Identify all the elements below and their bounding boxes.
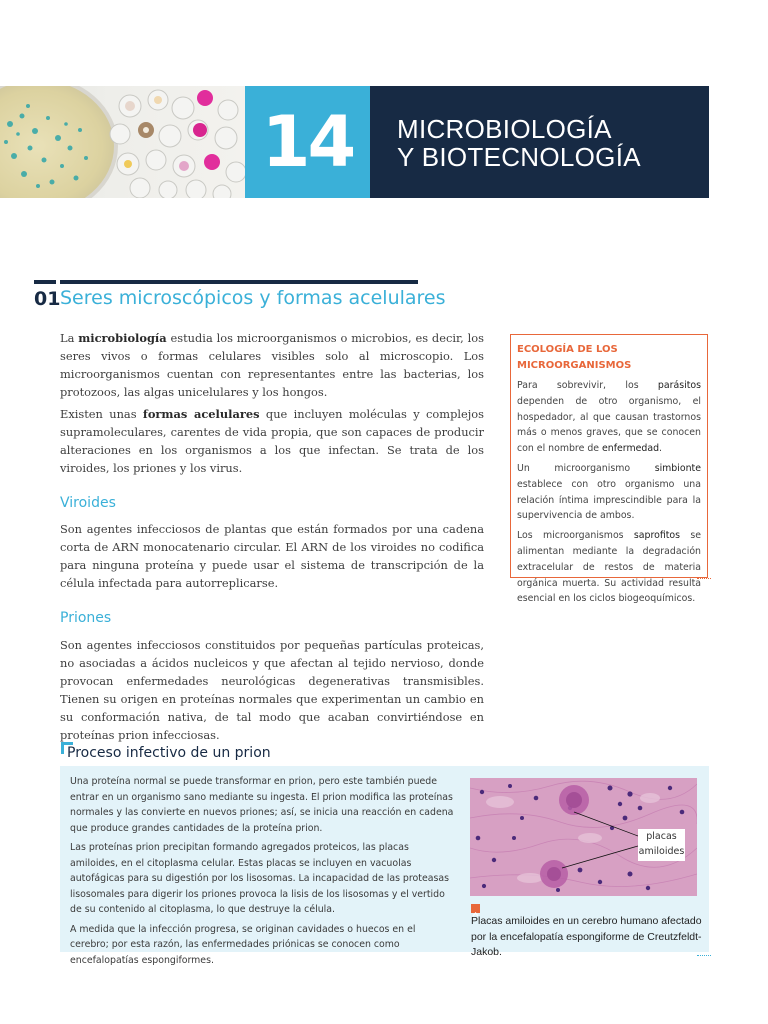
chapter-title-line2: Y BIOTECNOLOGÍA <box>397 142 641 172</box>
petri-dish-illustration <box>0 86 245 198</box>
section-rule-long <box>60 280 418 284</box>
term-microbiologia: microbiología <box>78 331 167 345</box>
micrograph-label: placas amiloides <box>638 829 685 861</box>
process-paragraph-2: Las proteínas prion precipitan formando agregados proteicos, las placas amiloides, en el citoplasma celular. Estas placas se incluyen en vacuolas autofágicas para su digestión por los lisosomas. La incapacidad de las proteasas lisosomales para digerir los priones provoca la lisis de los lisosomas y el vertido de su contenido al citoplasma, lo que destruye la célula. <box>70 842 449 915</box>
section-number: 01 <box>34 288 61 310</box>
viroides-heading: Viroides <box>60 495 116 511</box>
process-dotted-corner <box>697 955 711 957</box>
section-title: Seres microscópicos y formas acelulares <box>60 287 446 309</box>
process-title: Proceso infectivo de un prion <box>67 745 271 761</box>
aside-paragraph-parasitos: Para sobrevivir, los parásitos dependen de otro organismo, el hospedador, al que causan trastornos más o menos graves, que se conocen con el nombre de enfermedad. <box>517 380 701 455</box>
aside-paragraph-saprofitos: Los microorganismos saprofitos se alimentan mediante la degradación extracelular de restos de materia orgánica muerta. Su actividad resulta esencial en los ciclos biogeoquímicos. <box>517 530 702 605</box>
chapter-title-line1: MICROBIOLOGÍA <box>397 114 612 144</box>
chapter-title-box <box>370 86 709 198</box>
aside-dotted-corner <box>697 578 711 580</box>
chapter-number: 14 <box>261 101 354 183</box>
intro-paragraph-2: Existen unas formas acelulares que incluyen moléculas y complejos supramoleculares, carentes de vida propia, que son capaces de producir alteraciones en los organismos a los que infectan. Se trata de los viroides, los priones y los virus. <box>60 407 484 475</box>
process-paragraph-3: A medida que la infección progresa, se originan cavidades o huecos en el cerebro; por esta razón, las enfermedades priónicas se conocen como encefalopatías espongiformes. <box>70 923 416 966</box>
aside-title: ECOLOGÍA DE LOS MICROORGANISMOS <box>517 344 632 371</box>
viroides-paragraph: Son agentes infecciosos de plantas que están formados por una cadena corta de ARN monocatenario circular. El ARN de los viroides no codifica para ninguna proteína y puede usar el sistema de transcripción de la célula infectada para autorreplicarse. <box>60 522 484 590</box>
petri-dish-photo <box>0 86 245 198</box>
caption-arrow-icon <box>471 904 480 913</box>
chapter-number-box <box>245 86 370 198</box>
process-text <box>70 774 456 972</box>
term-formas-acelulares: formas acelulares <box>142 407 260 421</box>
priones-heading: Priones <box>60 610 112 626</box>
process-paragraph-1: Una proteína normal se puede transformar en prion, pero este también puede entrar en un organismo sano mediante su ingesta. El prion modifica las proteínas normales y las convierte en nuevos priones; así, se inicia una reacción en cadena que produce grandes cantidades de la proteína prion. <box>70 776 454 834</box>
intro-paragraph-1: La microbiología estudia los microorganismos o microbios, es decir, los seres vivos o formas celulares visibles solo al microscopio. Los microorganismos cuentan con representantes entre las bacterias, los protozoos, las algas unicelulares y los hongos. <box>60 331 485 399</box>
section-rule-short <box>34 280 56 284</box>
chapter-header <box>0 86 709 198</box>
micrograph-caption: Placas amiloides en un cerebro humano afectado por la encefalopatía espongiforme de Creutzfeldt-Jakob. <box>471 915 702 958</box>
aside-paragraph-simbionte: Un microorganismo simbionte establece con otro organismo una relación íntima imprescindible para la supervivencia de ambos. <box>517 462 701 522</box>
ecology-aside-box <box>510 334 708 605</box>
priones-paragraph: Son agentes infecciosos constituidos por pequeñas partículas proteicas, no asociadas a ácidos nucleicos y que afectan al tejido nervioso, donde provocan enfermedades neurológicas degenerativas transmisibles. Tienen su origen en proteínas normales que experimentan un cambio en su conformación nativa, de tal modo que acaban convirtiéndose en proteínas prion infecciosas. <box>60 638 484 742</box>
